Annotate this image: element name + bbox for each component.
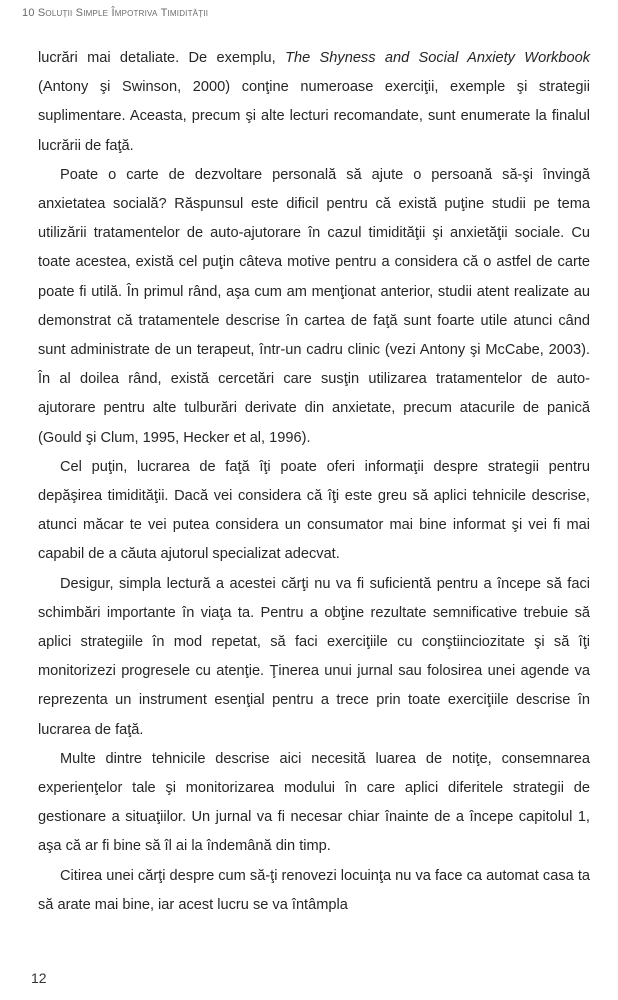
body-text (38, 44, 590, 920)
paragraph-3: Cel puţin, lucrarea de faţă îţi poate oferi informaţii despre strategii pentru depăşirea timidităţii. Dacă vei considera că îţi este greu să aplici tehnicile descrise, atunci măcar te vei putea considera un consumator mai bine informat şi vei fi mai capabil de a căuta ajutorul specializat adecvat. (38, 458, 590, 563)
paragraph-5: Multe dintre tehnicile descrise aici necesită luarea de notiţe, consemnarea experienţelor tale şi monitorizarea modului în care aplici diferitele strategii de gestionare a situaţiilor. Un jurnal va fi necesar chiar înainte de a începe capitolul 1, aşa că ar fi bine să îl ai la îndemână din timp. (38, 750, 590, 855)
paragraph-2: Poate o carte de dezvoltare personală să ajute o persoană să-şi învingă anxietatea socială? Răspunsul este dificil pentru că există puţine studii pe tema utilizării tratamentelor de auto-ajutorare în cazul timidităţii şi anxietăţii sociale. Cu toate acestea, există cel puţin câteva motive pentru a considera că o astfel de carte poate fi utilă. În primul rând, aşa cum am menţionat anterior, studii atent realizate au demonstrat că tratamentele descrise în cartea de faţă sunt foarte utile atunci când sunt administrate de un terapeut, într-un cadru clinic (vezi Antony şi McCabe, 2003). În al doilea rând, există cercetări care susţin utilizarea tratamentelor de auto-ajutorare pentru alte tulburări derivate din anxietate, precum atacurile de panică (Gould şi Clum, 1995, Hecker et al, 1996). (38, 166, 590, 446)
paragraph-1-text-a: lucrări mai detaliate. De exemplu, (38, 50, 286, 66)
paragraph-1-text-b: (Antony şi Swinson, 2000) conţine numeroase exerciţii, exemple şi strategii suplimentare. Aceasta, precum şi alte lecturi recomandate, sunt enumerate la finalul lucrării de faţă. (38, 79, 590, 154)
page-number: 12 (31, 970, 47, 986)
paragraph-6: Citirea unei cărţi despre cum să-ţi renovezi locuinţa nu va face ca automat casa ta să arate mai bine, iar acest lucru se va întâmpla (38, 867, 590, 913)
paragraph-1 (38, 44, 590, 161)
paragraph-4: Desigur, simpla lectură a acestei cărţi nu va fi suficientă pentru a începe să faci schimbări importante în viaţa ta. Pentru a obţine rezultate semnificative trebuie să aplici strategiile în mod repetat, să faci exerciţiile cu conştiinciozitate şi să îţi monitorizezi progresele cu atenţie. Ţinerea unui jurnal sau folosirea unei agende va reprezenta un instrument esenţial pentru a trece prin toate exerciţiile descrise în lucrarea de faţă. (38, 575, 590, 738)
running-header: 10 Soluții Simple Împotriva Timidității (22, 7, 209, 19)
book-title-italic: The Shyness and Social Anxiety Workbook (285, 50, 590, 66)
